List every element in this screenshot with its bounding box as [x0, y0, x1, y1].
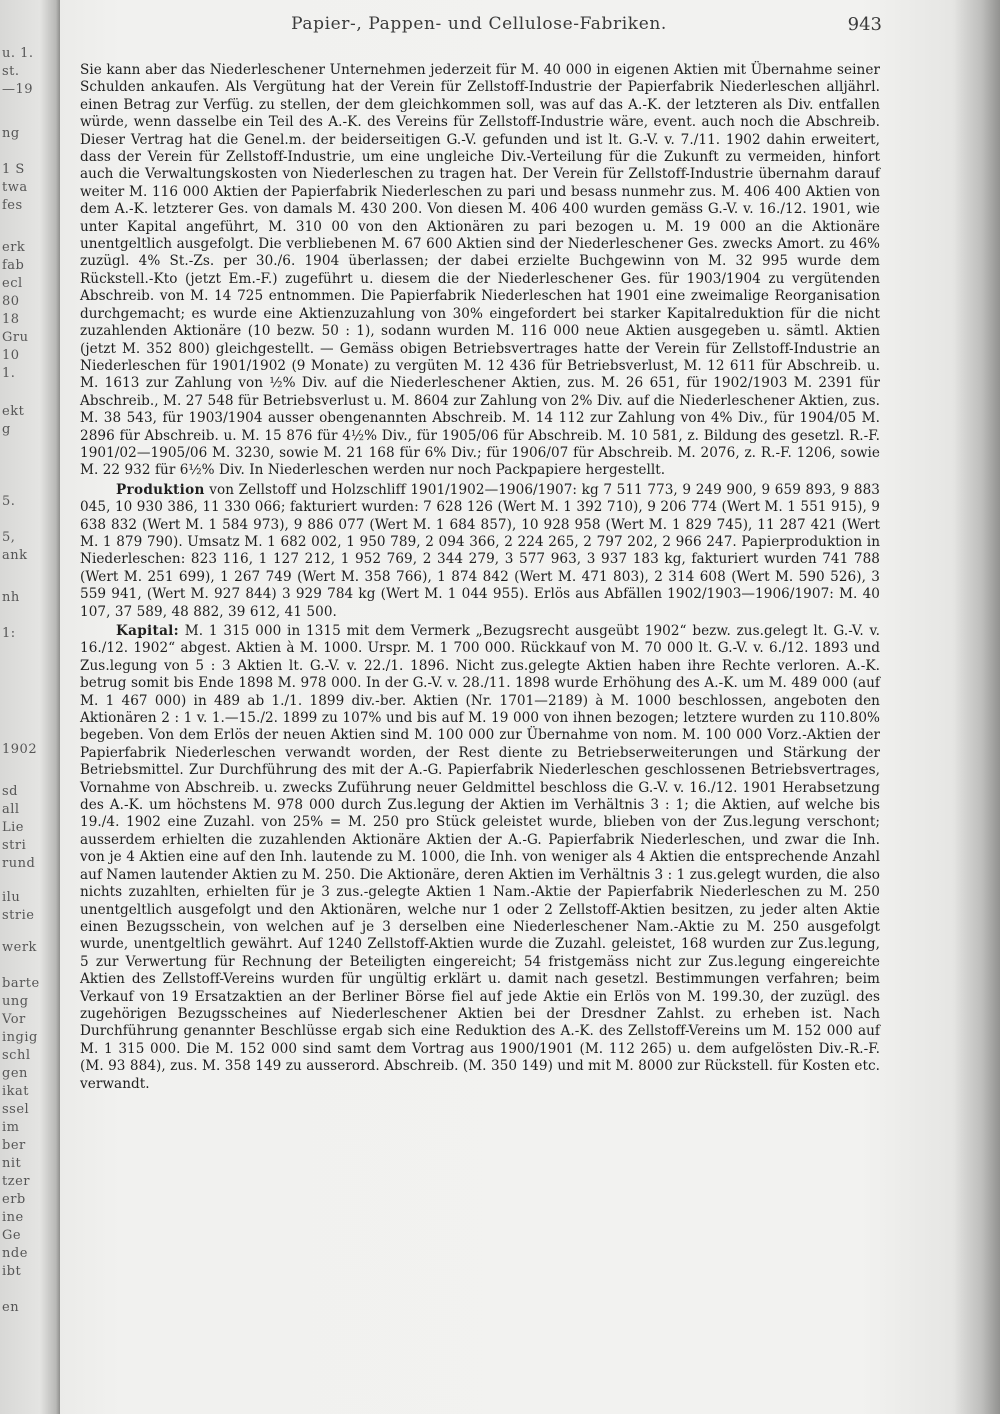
margin-fragment: ikat: [2, 1084, 30, 1099]
article-body: [80, 62, 880, 1093]
margin-fragment: erk: [2, 240, 26, 255]
margin-fragment: 1:: [2, 626, 16, 641]
margin-fragment: u. 1.: [2, 46, 34, 61]
margin-fragment: rund: [2, 856, 36, 871]
margin-fragment: 1902: [2, 742, 38, 757]
margin-fragment: Lie: [2, 820, 24, 835]
margin-fragment: 10: [2, 348, 20, 363]
paragraph-text: Sie kann aber das Niederleschener Unternehmen jederzeit für M. 40 000 in eigenen Aktien mit Übernahme seiner Schulden ankaufen. Als Vergütung hat der Verein für Zellstoff-Industrie der Papierfabrik Niederleschen alljährl. einen Betrag zur Verfüg. zu stellen, der dem gleichkommen soll, was auf das A.-K. der letzteren als Div. entfallen würde, wenn dasselbe ein Teil des A.-K. des Vereins für Zellstoff-Industrie wäre, event. auch noch die Abschreib. Dieser Vertrag hat die Genel.m. der beiderseitigen G.-V. gefunden und ist lt. G.-V. v. 7./11. 1902 dahin erweitert, dass der Verein für Zellstoff-Industrie, um eine ungleiche Div.-Verteilung für die Zukunft zu vermeiden, hinfort auch die Verwaltungskosten von Niederleschen zu tragen hat. Der Verein für Zellstoff-Industrie übernahm darauf weiter M. 116 000 Aktien der Papierfabrik Niederleschen zu pari und besass nunmehr zus. M. 406 400 Aktien von dem A.-K. letzterer Ges. von damals M. 430 200. Von diesen M. 406 400 wurden gemäss G.-V. v. 16./12. 1901, wie unter Kapital angeführt, M. 310 00 von den Aktionären zu pari bezogen u. M. 19 000 an die Aktionäre unentgeltlich ausgefolgt. Die verbliebenen M. 67 600 Aktien sind der Niederleschener Ges. zwecks Amort. zu 46% zuzügl. 4% St.-Zs. per 30./6. 1904 überlassen; der dabei erzielte Buchgewinn von M. 32 995 wurde dem Rückstell.-Kto (jetzt Em.-F.) zugeführt u. diesem die der Niederleschener Ges. für 1903/1904 zu vergütenden Abschreib. von M. 14 725 entnommen. Die Papierfabrik Niederleschen hat 1901 eine zweimalige Reorganisation durchgemacht; es wurde eine Aktienzuzahlung von 30% eingefordert bei starker Kapitalreduktion für die nicht zuzahlenden Aktionäre (10 bezw. 50 : 1), sodann wurden M. 116 000 neue Aktien ausgegeben u. sämtl. Aktien (jetzt M. 352 800) gleichgestellt. — Gemäss obigen Betriebsvertrages hatte der Verein für Zellstoff-Industrie an Niederleschen für 1901/1902 (9 Monate) zu vergüten M. 12 436 für Betriebsverlust, M. 12 611 für Abschreib. u. M. 1613 zur Zahlung von ½% Div. auf die Niederleschener Aktien, zus. M. 26 651, für 1902/1903 M. 2391 für Abschreib., M. 27 548 für Betriebsverlust u. M. 8604 zur Zahlung von 2% Div. auf die Niederleschener Aktien, zus. M. 38 543, für 1903/1904 ausser obengenannten Abschreib. M. 14 112 zur Zahlung von 4% Div., für 1904/05 M. 2896 für Abschreib. u. M. 15 876 für 4½% Div., für 1905/06 für Abschreib. M. 10 581, z. Bildung des gesetzl. R.-F. 1901/02—1905/06 M. 3230, sowie M. 21 168 für 6% Div.; für 1906/07 für Abschreib. M. 2076, z. R.-F. 1206, sowie M. 22 932 für 6½% Div. In Niederleschen werden nur noch Packpapiere hergestellt.: [80, 62, 880, 479]
margin-fragment: gen: [2, 1066, 28, 1081]
margin-fragment: ecl: [2, 276, 23, 291]
page-number: 943: [847, 14, 882, 35]
margin-fragment: nde: [2, 1246, 28, 1261]
margin-fragment: twa: [2, 180, 28, 195]
paragraph-text: M. 1 315 000 in 1315 mit dem Vermerk „Bezugsrecht ausgeübt 1902“ bezw. zus.gelegt lt. G.-V. v. 16./12. 1902“ abgest. Aktien à M. 1000. Urspr. M. 1 700 000. Rückkauf von M. 70 000 lt. G.-V. v. 6./12. 1893 und Zus.legung von 5 : 3 Aktien lt. G.-V. v. 22./1. 1896. Nicht zus.gelegte Aktien haben ihre Rechte verloren. A.-K. betrug somit bis Ende 1898 M. 978 000. In der G.-V. v. 28./11. 1898 wurde Erhöhung des A.-K. um M. 489 000 (auf M. 1 467 000) in 489 ab 1./1. 1899 div.-ber. Aktien (Nr. 1701—2189) à M. 1000 beschlossen, angeboten den Aktionären 2 : 1 v. 1.—15./2. 1899 zu 107% und bis auf M. 19 000 von ihnen bezogen; letztere wurden zu 110.80% begeben. Von dem Erlös der neuen Aktien sind M. 100 000 zur Übernahme von nom. M. 100 000 Vorz.-Aktien der Papierfabrik Niederleschen verwandt worden, der Rest diente zu Betriebserweiterungen und Stärkung der Betriebsmittel. Zur Durchführung des mit der A.-G. Papierfabrik Niederleschen geschlossenen Betriebsvertrages, Vornahme von Abschreib. u. zwecks Zuführung neuer Geldmittel beschloss die G.-V. v. 16./12. 1901 Herabsetzung des A.-K. um höchstens M. 978 000 durch Zus.legung der Aktien im Verhältnis 3 : 1; die Aktien, auf welche bis 19./4. 1902 eine Zuzahl. von 25% = M. 250 pro Stück geleistet wurde, blieben von der Zus.legung verschont; ausserdem erhielten die zuzahlenden Aktionäre Aktien der A.-G. Papierfabrik Niederleschen, und zwar die Inh. von je 4 Aktien eine auf den Inh. lautende zu M. 1000, die Inh. von weniger als 4 Aktien die entsprechende Anzahl auf Namen lautender Aktien zu M. 250. Die Aktionäre, deren Aktien im Verhältnis 3 : 1 zus.gelegt wurden, die also nichts zuzahlten, erhielten für je 3 zus.-gelegte Aktien 1 Nam.-Aktie der Papierfabrik Niederleschen zu M. 250 unentgeltlich ausgefolgt und den Aktionären, welche nur 1 oder 2 Zellstoff-Aktien besitzen, zu jeder alten Aktie einen Bezugsschein, von welchen auf je 3 derselben eine Niederleschener Nam.-Aktie zu M. 250 ausgefolgt wurde, unentgeltlich gewährt. Auf 1240 Zellstoff-Aktien wurde die Zuzahl. geleistet, 168 wurden zur Zus.legung, 5 zur Verwertung für Rechnung der Beteiligten eingereicht; 54 fristgemäss nicht zur Zus.legung eingereichte Aktien des Zellstoff-Vereins wurden für ungültig erklärt u. damit nach gesetzl. Bestimmungen verfahren; beim Verkauf von 19 Ersatzaktien an der Berliner Börse fiel auf jede Aktie ein Erlös von M. 199.30, der zuzügl. des zugehörigen Bezugsscheines auf Niederleschener Aktien bei der Dresdner Zahlst. zu erheben ist. Nach Durchführung genannter Beschlüsse ergab sich eine Reduktion des A.-K. des Zellstoff-Vereins um M. 152 000 auf M. 1 315 000. Die M. 152 000 sind samt dem Vortrag aus 1900/1901 (M. 112 265) u. dem aufgelösten Div.-R.-F. (M. 93 884), zus. M. 358 149 zu ausserord. Abschreib. (M. 350 149) und mit M. 8000 zur Rückstell. für Kosten etc. verwandt.: [80, 623, 880, 1092]
previous-page-margin: [0, 0, 60, 1414]
section-heading-produktion: Produktion: [116, 481, 205, 498]
margin-fragment: fab: [2, 258, 25, 273]
margin-fragment: im: [2, 1120, 20, 1135]
margin-fragment: Ge: [2, 1228, 22, 1243]
margin-fragment: g: [2, 422, 11, 437]
margin-fragment: st.: [2, 64, 20, 79]
margin-fragment: 1.: [2, 366, 16, 381]
margin-fragment: —19: [2, 82, 34, 97]
margin-fragment: 80: [2, 294, 20, 309]
page-header: [76, 14, 882, 38]
margin-fragment: barte: [2, 976, 40, 991]
section-heading-kapital: Kapital:: [116, 623, 179, 639]
margin-fragment: schl: [2, 1048, 31, 1063]
margin-fragment: ibt: [2, 1264, 22, 1279]
margin-fragment: en: [2, 1300, 20, 1315]
margin-fragment: ingig: [2, 1030, 38, 1045]
margin-fragment: ank: [2, 548, 28, 563]
margin-fragment: 1 S: [2, 162, 25, 177]
margin-fragment: tzer: [2, 1174, 30, 1189]
margin-fragment: all: [2, 802, 20, 817]
paragraph-kapital: [80, 623, 880, 1093]
margin-fragment: 5,: [2, 530, 16, 545]
margin-fragment: ung: [2, 994, 29, 1009]
page-edge-shadow: [954, 0, 1000, 1414]
paragraph-text: von Zellstoff und Holzschliff 1901/1902—1906/1907: kg 7 511 773, 9 249 900, 9 659 893, 9 883 045, 10 930 386, 11 330 066; fakturiert wurden: 7 628 126 (Wert M. 1 392 710), 9 206 774 (Wert M. 1 551 915), 9 638 832 (Wert M. 1 584 973), 9 886 077 (Wert M. 1 684 857), 10 928 958 (Wert M. 1 829 745), 11 287 421 (Wert M. 1 879 790). Umsatz M. 1 682 002, 1 950 789, 2 094 366, 2 224 265, 2 797 202, 2 966 247. Papierproduktion in Niederleschen: 823 116, 1 127 212, 1 952 769, 2 344 279, 3 577 963, 3 937 183 kg, fakturiert wurden 741 788 (Wert M. 251 699), 1 267 749 (Wert M. 358 766), 1 874 842 (Wert M. 471 803), 2 314 608 (Wert M. 590 526), 3 559 941, (Wert M. 927 844) 3 929 784 kg (Wert M. 1 044 955). Erlös aus Abfällen 1902/1903—1906/1907: M. 40 107, 37 589, 48 882, 39 612, 41 500.: [80, 481, 880, 620]
margin-fragment: erb: [2, 1192, 26, 1207]
margin-fragment: stri: [2, 838, 27, 853]
margin-fragment: ng: [2, 126, 20, 141]
margin-fragment: fes: [2, 198, 23, 213]
margin-fragment: nh: [2, 590, 20, 605]
paragraph-niederleschen-contract: [80, 62, 880, 480]
margin-fragment: 5.: [2, 494, 16, 509]
margin-fragment: 18: [2, 312, 20, 327]
margin-fragment: ber: [2, 1138, 26, 1153]
margin-fragment: ine: [2, 1210, 24, 1225]
running-title: Papier-, Pappen- und Cellulose-Fabriken.: [291, 14, 667, 34]
margin-fragment: ekt: [2, 404, 25, 419]
margin-fragment: sd: [2, 784, 18, 799]
margin-fragment: strie: [2, 908, 35, 923]
margin-fragment: ilu: [2, 890, 21, 905]
margin-fragment: Vor: [2, 1012, 26, 1027]
margin-fragment: werk: [2, 940, 37, 955]
margin-fragment: ssel: [2, 1102, 30, 1117]
margin-fragment: nit: [2, 1156, 22, 1171]
margin-fragment: Gru: [2, 330, 29, 345]
paragraph-produktion: [80, 482, 880, 621]
